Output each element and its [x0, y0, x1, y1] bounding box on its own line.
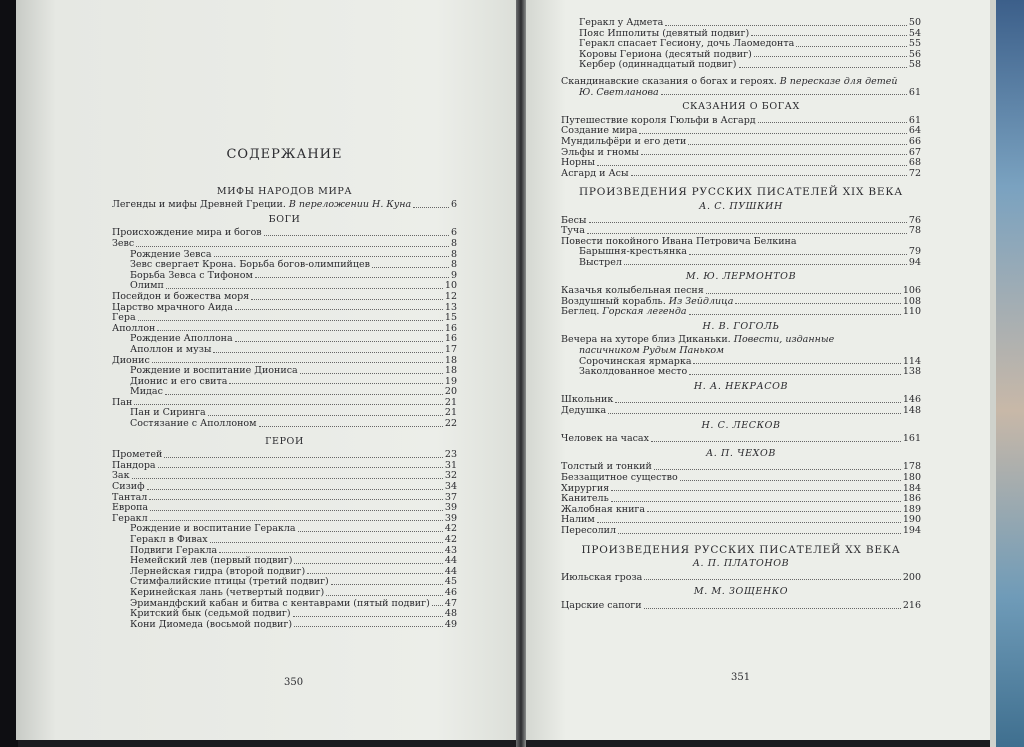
author-heading-gogol: Н. В. ГОГОЛЬ [702, 320, 780, 332]
dot-leader [213, 352, 442, 353]
toc-entry-page: 42 [444, 523, 457, 535]
toc-entry[interactable] [561, 216, 921, 227]
toc-entry-page: 8 [450, 237, 457, 249]
dot-leader [739, 67, 907, 68]
toc-entry-title: Дедушка [561, 405, 607, 416]
toc-entry-page: 23 [444, 449, 457, 461]
toc-entry[interactable] [112, 482, 457, 493]
dot-leader [665, 25, 907, 26]
toc-entry-title: Мундильфёри и его дети [561, 135, 687, 147]
dot-leader [754, 56, 907, 57]
toc-entry-title: Рождение Аполлона [130, 333, 233, 345]
toc-entry[interactable] [112, 450, 457, 461]
toc-entry-page: 146 [902, 394, 921, 406]
toc-entry-page: 13 [444, 301, 457, 313]
toc-entry[interactable] [561, 137, 921, 148]
toc-entry-page: 42 [444, 534, 457, 545]
toc-entry-page: 148 [902, 405, 921, 416]
dot-leader [639, 133, 906, 134]
toc-entry[interactable] [561, 505, 921, 516]
toc-entry-title: Царство мрачного Аида [112, 301, 233, 313]
toc-entry-title: Пояс Ипполиты (девятый подвиг) [579, 27, 750, 39]
dot-leader [647, 511, 901, 512]
toc-entry-page: 10 [444, 280, 457, 292]
toc-entry-title: Рождение Зевса [130, 248, 212, 260]
dot-leader [644, 579, 901, 580]
right-page [526, 0, 996, 740]
dot-leader [689, 254, 907, 255]
dot-leader [255, 277, 449, 278]
zoshchenko-toc-list [561, 601, 921, 612]
toc-entry-title: Барышня-крестьянка [579, 246, 687, 258]
dot-leader [597, 165, 907, 166]
toc-entry-title: Посейдон и божества моря [112, 290, 250, 302]
toc-entry-page: 43 [444, 544, 457, 556]
toc-entry[interactable] [561, 60, 921, 71]
toc-entry-page: 189 [902, 503, 921, 515]
toc-entry-greek-legends[interactable]: Легенды и мифы Древней Греции. В переложении Н. Куна 6 [112, 199, 457, 211]
toc-entry-title: Создание мира [561, 125, 638, 137]
toc-entry-title: Асгард и Асы [561, 167, 629, 179]
toc-entry-title: Зак [112, 470, 130, 482]
page-number-right: 351 [731, 672, 751, 683]
dot-leader [796, 46, 907, 47]
toc-entry-title: Путешествие короля Гюльфи в Асгард [561, 114, 756, 126]
toc-entry[interactable] [112, 387, 457, 398]
toc-entry-page: 64 [908, 125, 921, 137]
toc-entry-page: 37 [444, 491, 457, 503]
toc-entry[interactable] [561, 406, 921, 417]
dot-leader [597, 522, 901, 523]
dot-leader [331, 584, 443, 585]
section-heading-myths: МИФЫ НАРОДОВ МИРА [216, 185, 353, 197]
toc-entry-page: 18 [444, 354, 457, 366]
dot-leader [680, 480, 901, 481]
left-page [16, 0, 516, 740]
toc-entry-title: Состязание с Аполлоном [130, 418, 257, 430]
dot-leader [413, 207, 449, 208]
toc-entry-page: 34 [444, 481, 457, 493]
dot-leader [229, 383, 443, 384]
toc-entry-page: 17 [444, 343, 457, 355]
toc-entry-page: 55 [908, 38, 921, 50]
dot-leader [138, 320, 443, 321]
toc-entry-title: Подвиги Геракла [130, 544, 218, 556]
toc-entry-title: Критский бык (седьмой подвиг) [130, 608, 291, 620]
toc-entry-title: Кербер (одиннадцатый подвиг) [579, 59, 737, 71]
dot-leader [641, 154, 907, 155]
author-heading-lermontov: М. Ю. ЛЕРМОНТОВ [685, 271, 797, 283]
toc-entry-page: 32 [444, 470, 457, 482]
toc-entry-title: Туча [561, 225, 585, 237]
toc-entry-page: 9 [450, 269, 457, 281]
toc-entry-page: 76 [908, 214, 921, 226]
toc-entry-page: 19 [444, 375, 457, 387]
dot-leader [166, 288, 443, 289]
toc-entry[interactable] [561, 18, 921, 29]
dot-leader [210, 542, 443, 543]
toc-entry-page: 49 [444, 618, 457, 630]
toc-entry[interactable] [561, 169, 921, 180]
dot-leader [432, 605, 443, 606]
author-heading-chekhov: А. П. ЧЕХОВ [706, 447, 776, 459]
dot-leader [259, 426, 443, 427]
toc-entry-title: Геракл спасает Гесиону, дочь Лаомедонта [579, 38, 795, 50]
toc-entry-dikanka-cont: пасичником Рудым Паньком [579, 345, 725, 357]
toc-entry-page: 39 [444, 512, 457, 524]
toc-entry[interactable] [112, 419, 457, 430]
dot-leader [235, 309, 443, 310]
dot-leader [624, 264, 907, 265]
toc-entry-title: Зевс [112, 237, 135, 249]
author-heading-platonov: А. П. ПЛАТОНОВ [692, 558, 790, 570]
toc-entry-title: Европа [112, 502, 149, 514]
toc-entry-title: Прометей [112, 449, 163, 461]
dot-leader [150, 510, 443, 511]
toc-entry-lermontov-2[interactable]: Воздушный корабль. Из Зейдлица 108 [561, 295, 921, 307]
section-heading-gods: БОГИ [268, 213, 301, 225]
toc-entry-page: 45 [444, 576, 457, 588]
book-gutter [516, 0, 526, 747]
toc-entry-title: Борьба Зевса с Тифоном [130, 269, 253, 281]
toc-entry-title: Гера [112, 312, 136, 324]
toc-entry[interactable] [112, 503, 457, 514]
dot-leader [164, 457, 443, 458]
toc-entry-title: Эримандфский кабан и битва с кентаврами (пятый подвиг) [130, 597, 430, 609]
toc-entry[interactable] [112, 303, 457, 314]
toc-entry-page: 47 [444, 597, 457, 609]
toc-entry-title: Лернейская гидра (второй подвиг) [130, 565, 306, 577]
belkin-toc-list [561, 247, 921, 268]
dot-leader [293, 616, 443, 617]
dot-leader [751, 35, 907, 36]
toc-entry-page: 180 [902, 471, 921, 483]
toc-entry-title: Тантал [112, 491, 148, 503]
toc-entry-page: 216 [902, 599, 921, 611]
toc-entry[interactable] [561, 258, 921, 269]
chekhov-toc-list [561, 462, 921, 536]
contents-title: СОДЕРЖАНИЕ [226, 147, 343, 162]
toc-entry-title: Зевс свергает Крона. Борьба богов-олимпийцев [130, 259, 370, 271]
toc-entry[interactable] [561, 367, 921, 378]
toc-entry-page: 56 [908, 48, 921, 60]
toc-entry-page: 161 [902, 433, 921, 445]
toc-entry-title: Беззащитное существо [561, 471, 678, 483]
dot-leader [158, 467, 443, 468]
dot-leader [208, 415, 443, 416]
toc-entry-page: 8 [450, 248, 457, 260]
dot-leader [611, 501, 901, 502]
dot-leader [631, 175, 907, 176]
dot-leader [132, 478, 443, 479]
dot-leader [235, 341, 443, 342]
heroes-toc-list [112, 450, 457, 630]
toc-entry-title: Хирургия [561, 482, 610, 494]
author-heading-pushkin: А. С. ПУШКИН [699, 200, 783, 212]
dot-leader [294, 563, 442, 564]
toc-entry-title: Норны [561, 157, 595, 169]
toc-entry[interactable] [561, 148, 921, 159]
dot-leader [735, 303, 900, 304]
toc-entry-title: Аполлон и музы [130, 343, 212, 355]
pushkin-toc-list [561, 216, 921, 237]
toc-entry-title: Бесы [561, 214, 587, 226]
dot-leader [219, 552, 443, 553]
dot-leader [618, 533, 901, 534]
toc-entry[interactable] [112, 620, 457, 631]
dot-leader [615, 402, 901, 403]
heracles-continued-list [561, 18, 921, 71]
toc-entry-title: Рождение и воспитание Геракла [130, 523, 296, 535]
toc-entry-page: 72 [908, 167, 921, 179]
toc-entry-page: 48 [444, 608, 457, 620]
toc-entry[interactable] [561, 434, 921, 445]
toc-entry-title: Человек на часах [561, 433, 649, 445]
left-page-content [112, 147, 457, 630]
toc-entry-title: Происхождение мира и богов [112, 227, 262, 239]
toc-entry-scandinavian[interactable]: Скандинавские сказания о богах и героях. В пересказе для детей [561, 75, 898, 87]
toc-entry-title: Мидас [130, 386, 163, 398]
dot-leader [589, 222, 907, 223]
toc-entry-page: 190 [902, 514, 921, 526]
toc-entry[interactable] [112, 588, 457, 599]
toc-entry-page: 16 [444, 322, 457, 334]
dot-leader [152, 362, 443, 363]
dot-leader [688, 144, 907, 145]
toc-entry[interactable] [112, 345, 457, 356]
toc-entry-title: Олимп [130, 280, 164, 292]
toc-entry-page: 78 [908, 225, 921, 237]
toc-entry[interactable] [112, 471, 457, 482]
toc-entry-page: 200 [902, 571, 921, 583]
dot-leader [611, 490, 901, 491]
toc-entry-title: Геракл в Фивах [130, 534, 208, 545]
toc-entry-page: 39 [444, 502, 457, 514]
dot-leader [298, 531, 443, 532]
toc-entry-title: Кони Диомеда (восьмой подвиг) [130, 618, 293, 630]
toc-entry-lermontov-3[interactable]: Беглец. Горская легенда 110 [561, 306, 921, 318]
toc-entry-title: Царские сапоги [561, 599, 642, 611]
dot-leader [165, 394, 443, 395]
section-heading-skaz: СКАЗАНИЯ О БОГАХ [682, 101, 800, 113]
dot-leader [661, 94, 907, 95]
dot-leader [294, 626, 443, 627]
dot-leader [214, 256, 449, 257]
toc-entry[interactable] [112, 292, 457, 303]
dot-leader [587, 233, 907, 234]
toc-entry-title: Сизиф [112, 481, 145, 493]
toc-entry-title: Пан [112, 396, 133, 408]
dot-leader [608, 413, 901, 414]
dot-leader [147, 489, 443, 490]
toc-entry-title: Сорочинская ярмарка [579, 355, 692, 367]
author-heading-nekrasov: Н. А. НЕКРАСОВ [693, 380, 789, 392]
toc-entry-title: Геракл у Адмета [579, 17, 664, 28]
toc-entry-title: Выстрел [579, 256, 622, 268]
toc-entry[interactable] [561, 526, 921, 537]
dot-leader [136, 246, 449, 247]
nekrasov-toc-list [561, 395, 921, 416]
toc-entry[interactable] [112, 377, 457, 388]
toc-entry[interactable] [112, 239, 457, 250]
dot-leader [651, 441, 901, 442]
toc-entry-title: Эльфы и гномы [561, 146, 639, 158]
toc-entry-page: 61 [908, 114, 921, 126]
toc-entry-page: 184 [902, 482, 921, 494]
toc-entry-page: 66 [908, 135, 921, 147]
toc-entry-page: 194 [902, 524, 921, 536]
toc-entry-page: 114 [902, 355, 921, 367]
toc-entry-page: 67 [908, 146, 921, 158]
toc-entry-page: 94 [908, 256, 921, 268]
dot-leader [307, 573, 443, 574]
dot-leader [157, 330, 443, 331]
toc-entry-title: Пересолил [561, 524, 617, 536]
section-heading-heroes: ГЕРОИ [265, 435, 304, 447]
toc-entry-title: Немейский лев (первый подвиг) [130, 555, 293, 567]
toc-entry-page: 50 [908, 17, 921, 28]
dot-leader [251, 299, 443, 300]
toc-entry-page: 44 [444, 565, 457, 577]
toc-entry-title: Геракл [112, 512, 148, 524]
toc-entry[interactable] [112, 535, 457, 546]
toc-entry-page: 138 [902, 366, 921, 378]
toc-entry-page: 18 [444, 365, 457, 377]
toc-entry-title: Заколдованное место [579, 366, 688, 378]
toc-entry-page: 21 [444, 407, 457, 419]
gods-toc-list [112, 228, 457, 429]
toc-entry-page: 21 [444, 396, 457, 408]
author-heading-leskov: Н. С. ЛЕСКОВ [701, 419, 781, 431]
platonov-toc-list [561, 573, 921, 584]
toc-entry-belkin[interactable]: Повести покойного Ивана Петровича Белкина [561, 235, 797, 247]
toc-entry-title: Пандора [112, 459, 156, 471]
toc-entry-page: 68 [908, 157, 921, 169]
author-heading-zoshchenko: М. М. ЗОЩЕНКО [693, 586, 789, 598]
toc-entry-page: 15 [444, 312, 457, 324]
dot-leader [264, 235, 449, 236]
toc-entry-title: Толстый и тонкий [561, 461, 652, 473]
toc-entry[interactable] [112, 313, 457, 324]
dot-leader [149, 499, 443, 500]
toc-entry-page: 8 [450, 259, 457, 271]
right-page-content [561, 18, 921, 612]
gogol-toc-list [561, 357, 921, 378]
toc-entry-page: 44 [444, 555, 457, 567]
toc-entry-title: Пан и Сиринга [130, 407, 206, 419]
toc-entry-dikanka[interactable]: Вечера на хуторе близ Диканьки. Повести, изданные [561, 334, 835, 346]
toc-entry-page: 20 [444, 386, 457, 398]
dot-leader [372, 267, 449, 268]
toc-entry-title: Налим [561, 514, 595, 526]
dot-leader [693, 363, 900, 364]
toc-entry-lermontov-1[interactable]: Казачья колыбельная песня 106 [561, 285, 921, 297]
toc-entry-page: 31 [444, 459, 457, 471]
toc-entry-title: Канитель [561, 493, 609, 505]
toc-entry-title: Школьник [561, 394, 614, 406]
dot-leader [689, 374, 901, 375]
toc-entry[interactable] [561, 395, 921, 406]
toc-entry-page: 46 [444, 586, 457, 598]
dot-leader [150, 520, 443, 521]
toc-entry-scandinavian-credit: Ю. Светланова 61 [579, 86, 921, 98]
toc-entry[interactable] [561, 601, 921, 612]
dot-leader [689, 314, 901, 315]
toc-entry-page: 178 [902, 461, 921, 473]
toc-entry-page: 12 [444, 290, 457, 302]
toc-entry-page: 22 [444, 418, 457, 430]
dot-leader [706, 293, 901, 294]
page-number-left: 350 [284, 677, 304, 688]
toc-entry-title: Аполлон [112, 322, 156, 334]
section-heading-xix: ПРОИЗВЕДЕНИЯ РУССКИХ ПИСАТЕЛЕЙ XIX ВЕКА [578, 186, 904, 199]
toc-entry-title: Дионис [112, 354, 150, 366]
dot-leader [300, 373, 443, 374]
section-heading-xx: ПРОИЗВЕДЕНИЯ РУССКИХ ПИСАТЕЛЕЙ XX ВЕКА [581, 543, 901, 556]
toc-entry[interactable] [112, 493, 457, 504]
toc-entry[interactable] [561, 484, 921, 495]
toc-entry[interactable] [112, 228, 457, 239]
toc-entry-title: Керинейская лань (четвертый подвиг) [130, 586, 325, 598]
dot-leader [644, 608, 901, 609]
toc-entry-title: Рождение и воспитание Диониса [130, 365, 298, 377]
dot-leader [134, 404, 443, 405]
toc-entry[interactable] [112, 461, 457, 472]
toc-entry[interactable] [561, 473, 921, 484]
toc-entry-page: 58 [908, 59, 921, 71]
dot-leader [758, 122, 907, 123]
toc-entry-title: Жалобная книга [561, 503, 646, 515]
dot-leader [654, 469, 901, 470]
toc-entry-page: 6 [450, 227, 457, 239]
skaz-toc-list [561, 116, 921, 180]
toc-entry-title: Коровы Гериона (десятый подвиг) [579, 48, 752, 60]
toc-entry-title: Стимфалийские птицы (третий подвиг) [130, 576, 329, 588]
toc-entry-page: 16 [444, 333, 457, 345]
cover-edge [996, 0, 1024, 747]
toc-entry-title: Дионис и его свита [130, 375, 228, 387]
dot-leader [326, 595, 443, 596]
toc-entry-page: 79 [908, 246, 921, 258]
toc-entry-title: Июльская гроза [561, 571, 643, 583]
toc-entry[interactable] [561, 573, 921, 584]
toc-entry-page: 186 [902, 493, 921, 505]
leskov-toc-list [561, 434, 921, 445]
toc-entry-page: 54 [908, 27, 921, 39]
